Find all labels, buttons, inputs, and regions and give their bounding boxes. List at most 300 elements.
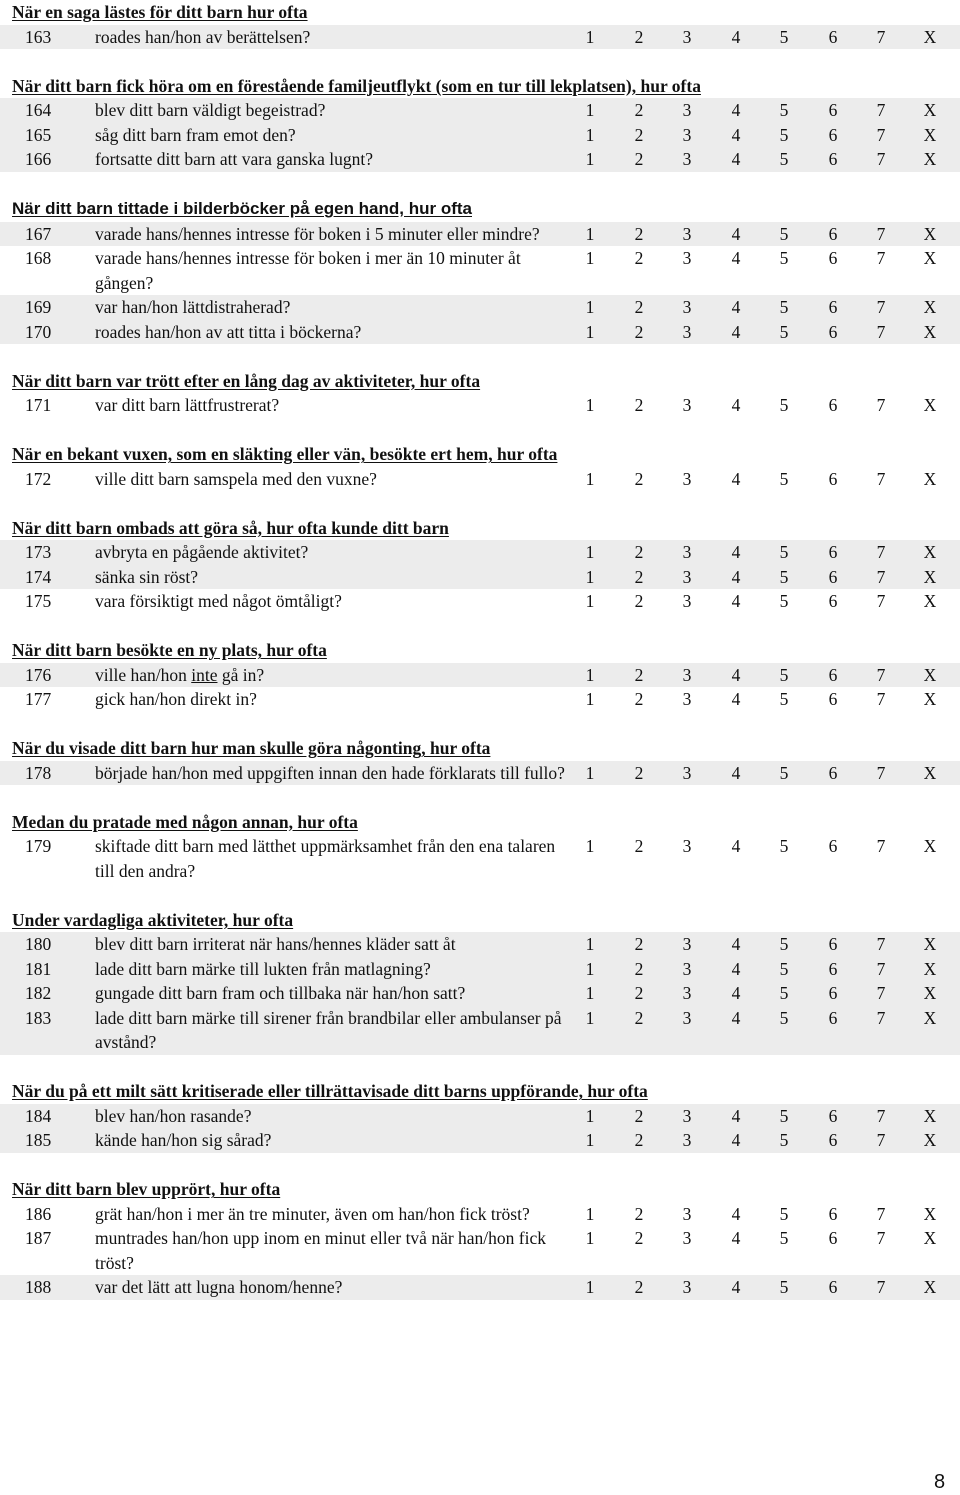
scale-option[interactable]: 7 bbox=[876, 542, 886, 562]
response-scale bbox=[580, 1202, 940, 1227]
scale-option[interactable]: 4 bbox=[731, 1130, 741, 1150]
scale-option[interactable]: X bbox=[923, 836, 937, 856]
response-scale bbox=[580, 467, 940, 492]
scale-option[interactable]: 7 bbox=[876, 124, 886, 145]
scale-option[interactable]: 5 bbox=[779, 248, 789, 268]
scale-option[interactable]: 1 bbox=[585, 1228, 595, 1248]
scale-option[interactable]: 4 bbox=[731, 248, 741, 268]
scale-option[interactable]: 2 bbox=[634, 297, 644, 317]
scale-option[interactable]: 4 bbox=[731, 664, 741, 685]
scale-option[interactable]: 4 bbox=[731, 124, 741, 145]
scale-option[interactable]: 7 bbox=[876, 591, 886, 611]
scale-option[interactable]: 6 bbox=[828, 223, 838, 244]
scale-option[interactable]: 7 bbox=[876, 1007, 886, 1028]
scale-option[interactable]: X bbox=[923, 958, 937, 979]
response-scale bbox=[580, 147, 940, 172]
section-heading bbox=[0, 74, 960, 99]
scale-option[interactable]: 1 bbox=[585, 468, 595, 489]
scale-option[interactable]: 6 bbox=[828, 321, 838, 342]
question-text: grät han/hon i mer än tre minuter, även om han/hon fick tröst? bbox=[95, 1203, 530, 1224]
scale-option[interactable]: 6 bbox=[828, 149, 838, 169]
scale-option[interactable]: 3 bbox=[682, 1228, 692, 1248]
scale-option[interactable]: 3 bbox=[682, 1277, 692, 1297]
scale-option[interactable]: 5 bbox=[779, 1130, 789, 1150]
scale-option[interactable]: 5 bbox=[779, 26, 789, 47]
section-heading-text: När en bekant vuxen, som en släkting eller vän, besökte ert hem, hur ofta bbox=[12, 444, 558, 464]
scale-option[interactable]: 3 bbox=[682, 1105, 692, 1126]
scale-option[interactable]: 4 bbox=[731, 566, 741, 587]
question-number: 173 bbox=[25, 542, 52, 562]
question-number: 169 bbox=[25, 297, 52, 317]
scale-option[interactable]: 1 bbox=[585, 26, 595, 47]
scale-option[interactable]: 7 bbox=[876, 26, 886, 47]
scale-option[interactable]: 7 bbox=[876, 664, 886, 685]
question-number: 182 bbox=[25, 983, 52, 1003]
scale-option[interactable]: 7 bbox=[876, 1277, 886, 1297]
scale-option[interactable]: 7 bbox=[876, 321, 886, 342]
question-text: roades han/hon av berättelsen? bbox=[95, 26, 311, 47]
section-spacer bbox=[0, 491, 960, 516]
scale-option[interactable]: 1 bbox=[585, 664, 595, 685]
scale-option[interactable]: 1 bbox=[585, 1007, 595, 1028]
scale-option[interactable]: 3 bbox=[682, 836, 692, 856]
scale-option[interactable]: 7 bbox=[876, 395, 886, 415]
scale-option[interactable]: 5 bbox=[779, 542, 789, 562]
response-scale bbox=[580, 320, 940, 345]
section-spacer bbox=[0, 712, 960, 737]
scale-option[interactable]: 4 bbox=[731, 1007, 741, 1028]
scale-option[interactable]: 7 bbox=[876, 100, 886, 120]
scale-option[interactable]: 1 bbox=[585, 958, 595, 979]
scale-option[interactable]: 1 bbox=[585, 762, 595, 783]
scale-option[interactable]: 3 bbox=[682, 100, 692, 120]
scale-option[interactable]: 6 bbox=[828, 689, 838, 709]
scale-option[interactable]: 4 bbox=[731, 26, 741, 47]
scale-option[interactable]: X bbox=[923, 468, 937, 489]
scale-option[interactable]: 4 bbox=[731, 321, 741, 342]
response-scale bbox=[580, 540, 940, 565]
scale-option[interactable]: 1 bbox=[585, 100, 595, 120]
scale-option[interactable]: 7 bbox=[876, 762, 886, 783]
scale-option[interactable]: 7 bbox=[876, 297, 886, 317]
scale-option[interactable]: 5 bbox=[779, 395, 789, 415]
response-scale bbox=[580, 761, 940, 786]
scale-option[interactable]: 5 bbox=[779, 321, 789, 342]
question-section bbox=[0, 0, 960, 74]
scale-option[interactable]: 2 bbox=[634, 321, 644, 342]
question-section bbox=[0, 74, 960, 197]
scale-option[interactable]: 6 bbox=[828, 124, 838, 145]
scale-option[interactable]: 2 bbox=[634, 26, 644, 47]
scale-option[interactable]: 6 bbox=[828, 468, 838, 489]
scale-option[interactable]: X bbox=[923, 542, 937, 562]
section-spacer bbox=[0, 49, 960, 74]
section-heading-text: När ditt barn ombads att göra så, hur ofta kunde ditt barn bbox=[12, 517, 449, 538]
scale-option[interactable]: 3 bbox=[682, 1130, 692, 1150]
response-scale bbox=[580, 1275, 940, 1300]
scale-option[interactable]: X bbox=[923, 983, 937, 1003]
question-number: 164 bbox=[25, 100, 52, 120]
scale-option[interactable]: 1 bbox=[585, 149, 595, 169]
scale-option[interactable]: 2 bbox=[634, 591, 644, 611]
question-section bbox=[0, 638, 960, 736]
scale-option[interactable]: 5 bbox=[779, 664, 789, 685]
scale-option[interactable]: 2 bbox=[634, 1007, 644, 1028]
scale-option[interactable]: 2 bbox=[634, 689, 644, 709]
question-number: 168 bbox=[25, 248, 52, 268]
question-section bbox=[0, 516, 960, 639]
scale-option[interactable]: 6 bbox=[828, 1007, 838, 1028]
scale-option[interactable]: 3 bbox=[682, 542, 692, 562]
question-row bbox=[0, 147, 960, 172]
scale-option[interactable]: 6 bbox=[828, 664, 838, 685]
question-row bbox=[0, 123, 960, 148]
scale-option[interactable]: 1 bbox=[585, 1130, 595, 1150]
scale-option[interactable]: 3 bbox=[682, 223, 692, 244]
scale-option[interactable]: 2 bbox=[634, 124, 644, 145]
scale-option[interactable]: 4 bbox=[731, 1203, 741, 1224]
scale-option[interactable]: 7 bbox=[876, 983, 886, 1003]
scale-option[interactable]: 6 bbox=[828, 566, 838, 587]
scale-option[interactable]: 4 bbox=[731, 468, 741, 489]
scale-option[interactable]: 3 bbox=[682, 149, 692, 169]
section-heading-text: När ditt barn fick höra om en förestående familjeutflykt (som en tur till lekplatsen), hur ofta bbox=[12, 75, 701, 96]
question-number: 186 bbox=[25, 1203, 52, 1224]
scale-option[interactable]: 2 bbox=[634, 1228, 644, 1248]
scale-option[interactable]: 3 bbox=[682, 468, 692, 489]
scale-option[interactable]: 6 bbox=[828, 958, 838, 979]
question-section bbox=[0, 810, 960, 908]
scale-option[interactable]: X bbox=[923, 321, 937, 342]
section-heading-text: När ditt barn var trött efter en lång dag av aktiviteter, hur ofta bbox=[12, 370, 481, 391]
scale-option[interactable]: 4 bbox=[731, 542, 741, 562]
question-text: muntrades han/hon upp inom en minut eller två när han/hon fick tröst? bbox=[95, 1228, 547, 1273]
scale-option[interactable]: 3 bbox=[682, 958, 692, 979]
question-number: 165 bbox=[25, 124, 52, 145]
scale-option[interactable]: 3 bbox=[682, 664, 692, 685]
section-heading-text: När en saga lästes för ditt barn hur ofta bbox=[12, 2, 308, 22]
question-row bbox=[0, 1275, 960, 1300]
scale-option[interactable]: 4 bbox=[731, 836, 741, 856]
scale-option[interactable]: 7 bbox=[876, 566, 886, 587]
scale-option[interactable]: 5 bbox=[779, 1277, 789, 1297]
scale-option[interactable]: 3 bbox=[682, 26, 692, 47]
scale-option[interactable]: 7 bbox=[876, 1105, 886, 1126]
scale-option[interactable]: X bbox=[923, 1007, 937, 1028]
scale-option[interactable]: 6 bbox=[828, 983, 838, 1003]
response-scale bbox=[580, 663, 940, 688]
scale-option[interactable]: 2 bbox=[634, 934, 644, 954]
question-number: 174 bbox=[25, 566, 52, 587]
scale-option[interactable]: X bbox=[923, 124, 937, 145]
section-spacer bbox=[0, 1153, 960, 1178]
question-row bbox=[0, 1006, 960, 1055]
scale-option[interactable]: 5 bbox=[779, 297, 789, 317]
scale-option[interactable]: 5 bbox=[779, 983, 789, 1003]
scale-option[interactable]: 5 bbox=[779, 1105, 789, 1126]
scale-option[interactable]: 6 bbox=[828, 542, 838, 562]
scale-option[interactable]: 7 bbox=[876, 248, 886, 268]
scale-option[interactable]: 4 bbox=[731, 149, 741, 169]
scale-option[interactable]: 6 bbox=[828, 395, 838, 415]
question-number: 170 bbox=[25, 321, 52, 342]
scale-option[interactable]: 5 bbox=[779, 566, 789, 587]
question-row bbox=[0, 565, 960, 590]
scale-option[interactable]: 6 bbox=[828, 1228, 838, 1248]
scale-option[interactable]: 3 bbox=[682, 1007, 692, 1028]
scale-option[interactable]: 5 bbox=[779, 1007, 789, 1028]
scale-option[interactable]: 1 bbox=[585, 223, 595, 244]
scale-option[interactable]: 3 bbox=[682, 934, 692, 954]
question-number: 171 bbox=[25, 395, 52, 415]
section-heading bbox=[0, 1177, 960, 1202]
scale-option[interactable]: 7 bbox=[876, 149, 886, 169]
scale-option[interactable]: 6 bbox=[828, 934, 838, 954]
scale-option[interactable]: 2 bbox=[634, 1277, 644, 1297]
response-scale bbox=[580, 246, 940, 271]
scale-option[interactable]: 6 bbox=[828, 100, 838, 120]
scale-option[interactable]: 1 bbox=[585, 934, 595, 954]
scale-option[interactable]: 2 bbox=[634, 566, 644, 587]
scale-option[interactable]: 3 bbox=[682, 297, 692, 317]
question-number: 180 bbox=[25, 934, 52, 954]
scale-option[interactable]: 7 bbox=[876, 934, 886, 954]
question-text: blev ditt barn väldigt begeistrad? bbox=[95, 100, 326, 120]
scale-option[interactable]: 2 bbox=[634, 395, 644, 415]
section-heading bbox=[0, 516, 960, 541]
response-scale bbox=[580, 295, 940, 320]
scale-option[interactable]: 7 bbox=[876, 836, 886, 856]
question-section bbox=[0, 196, 960, 369]
scale-option[interactable]: 2 bbox=[634, 149, 644, 169]
scale-option[interactable]: 6 bbox=[828, 1105, 838, 1126]
scale-option[interactable]: X bbox=[923, 566, 937, 587]
scale-option[interactable]: 4 bbox=[731, 223, 741, 244]
question-row bbox=[0, 1202, 960, 1227]
scale-option[interactable]: 1 bbox=[585, 689, 595, 709]
question-text: roades han/hon av att titta i böckerna? bbox=[95, 321, 362, 342]
scale-option[interactable]: 3 bbox=[682, 566, 692, 587]
scale-option[interactable]: X bbox=[923, 1228, 937, 1248]
question-row bbox=[0, 295, 960, 320]
scale-option[interactable]: 2 bbox=[634, 248, 644, 268]
scale-option[interactable]: 4 bbox=[731, 1228, 741, 1248]
scale-option[interactable]: 5 bbox=[779, 689, 789, 709]
scale-option[interactable]: 2 bbox=[634, 664, 644, 685]
scale-option[interactable]: 7 bbox=[876, 223, 886, 244]
scale-option[interactable]: 2 bbox=[634, 468, 644, 489]
section-heading-text: När du visade ditt barn hur man skulle göra någonting, hur ofta bbox=[12, 738, 491, 758]
scale-option[interactable]: 5 bbox=[779, 1203, 789, 1224]
scale-option[interactable]: X bbox=[923, 1203, 937, 1224]
question-text: såg ditt barn fram emot den? bbox=[95, 124, 296, 145]
question-number: 177 bbox=[25, 689, 52, 709]
question-section bbox=[0, 908, 960, 1080]
section-spacer bbox=[0, 883, 960, 908]
scale-option[interactable]: X bbox=[923, 1105, 937, 1126]
scale-option[interactable]: X bbox=[923, 1130, 937, 1150]
scale-option[interactable]: 3 bbox=[682, 762, 692, 783]
question-row bbox=[0, 393, 960, 418]
scale-option[interactable]: 4 bbox=[731, 1277, 741, 1297]
scale-option[interactable]: 4 bbox=[731, 934, 741, 954]
scale-option[interactable]: 2 bbox=[634, 1105, 644, 1126]
scale-option[interactable]: 1 bbox=[585, 321, 595, 342]
scale-option[interactable]: 2 bbox=[634, 223, 644, 244]
scale-option[interactable]: 1 bbox=[585, 542, 595, 562]
question-text: varade hans/hennes intresse för boken i 5 minuter eller mindre? bbox=[95, 223, 540, 244]
scale-option[interactable]: 2 bbox=[634, 983, 644, 1003]
scale-option[interactable]: 1 bbox=[585, 1105, 595, 1126]
section-heading bbox=[0, 908, 960, 933]
scale-option[interactable]: 1 bbox=[585, 395, 595, 415]
scale-option[interactable]: 3 bbox=[682, 983, 692, 1003]
scale-option[interactable]: 4 bbox=[731, 395, 741, 415]
scale-option[interactable]: 2 bbox=[634, 762, 644, 783]
scale-option[interactable]: 2 bbox=[634, 1130, 644, 1150]
scale-option[interactable]: 4 bbox=[731, 689, 741, 709]
scale-option[interactable]: 7 bbox=[876, 468, 886, 489]
scale-option[interactable]: 5 bbox=[779, 1228, 789, 1248]
question-text: kände han/hon sig sårad? bbox=[95, 1130, 272, 1150]
question-number: 163 bbox=[25, 26, 52, 47]
scale-option[interactable]: X bbox=[923, 762, 937, 783]
scale-option[interactable]: 3 bbox=[682, 124, 692, 145]
question-text: var det lätt att lugna honom/henne? bbox=[95, 1277, 343, 1297]
scale-option[interactable]: 6 bbox=[828, 836, 838, 856]
scale-option[interactable]: 1 bbox=[585, 1203, 595, 1224]
scale-option[interactable]: X bbox=[923, 934, 937, 954]
scale-option[interactable]: 6 bbox=[828, 297, 838, 317]
scale-option[interactable]: 2 bbox=[634, 836, 644, 856]
scale-option[interactable]: 5 bbox=[779, 958, 789, 979]
scale-option[interactable]: 3 bbox=[682, 1203, 692, 1224]
question-row bbox=[0, 467, 960, 492]
scale-option[interactable]: 3 bbox=[682, 321, 692, 342]
scale-option[interactable]: 1 bbox=[585, 1277, 595, 1297]
question-section bbox=[0, 1177, 960, 1300]
scale-option[interactable]: 2 bbox=[634, 1203, 644, 1224]
scale-option[interactable]: 5 bbox=[779, 100, 789, 120]
question-number: 172 bbox=[25, 468, 52, 489]
scale-option[interactable]: X bbox=[923, 26, 937, 47]
scale-option[interactable]: 4 bbox=[731, 762, 741, 783]
scale-option[interactable]: 5 bbox=[779, 934, 789, 954]
question-section bbox=[0, 1079, 960, 1177]
scale-option[interactable]: 6 bbox=[828, 1277, 838, 1297]
question-text: blev ditt barn irriterat när hans/hennes kläder satt åt bbox=[95, 934, 456, 954]
scale-option[interactable]: 5 bbox=[779, 149, 789, 169]
scale-option[interactable]: X bbox=[923, 297, 937, 317]
scale-option[interactable]: 5 bbox=[779, 591, 789, 611]
scale-option[interactable]: 6 bbox=[828, 1130, 838, 1150]
scale-option[interactable]: 1 bbox=[585, 591, 595, 611]
question-row bbox=[0, 834, 960, 883]
scale-option[interactable]: 1 bbox=[585, 983, 595, 1003]
scale-option[interactable]: X bbox=[923, 223, 937, 244]
response-scale bbox=[580, 123, 940, 148]
scale-option[interactable]: 6 bbox=[828, 248, 838, 268]
scale-option[interactable]: 7 bbox=[876, 689, 886, 709]
question-number: 175 bbox=[25, 591, 52, 611]
question-row bbox=[0, 932, 960, 957]
section-spacer bbox=[0, 785, 960, 810]
response-scale bbox=[580, 1006, 940, 1031]
question-row bbox=[0, 98, 960, 123]
question-row bbox=[0, 1226, 960, 1275]
question-text: gick han/hon direkt in? bbox=[95, 689, 257, 709]
section-heading-text: Medan du pratade med någon annan, hur ofta bbox=[12, 811, 358, 832]
question-text: ville ditt barn samspela med den vuxne? bbox=[95, 468, 377, 489]
scale-option[interactable]: X bbox=[923, 248, 937, 268]
scale-option[interactable]: 5 bbox=[779, 223, 789, 244]
question-row bbox=[0, 761, 960, 786]
question-text: var han/hon lättdistraherad? bbox=[95, 297, 291, 317]
response-scale bbox=[580, 687, 940, 712]
scale-option[interactable]: 6 bbox=[828, 762, 838, 783]
scale-option[interactable]: 5 bbox=[779, 762, 789, 783]
scale-option[interactable]: X bbox=[923, 395, 937, 415]
scale-option[interactable]: 4 bbox=[731, 100, 741, 120]
question-section bbox=[0, 369, 960, 443]
scale-option[interactable]: 5 bbox=[779, 836, 789, 856]
scale-option[interactable]: 4 bbox=[731, 1105, 741, 1126]
response-scale bbox=[580, 1104, 940, 1129]
scale-option[interactable]: 7 bbox=[876, 1228, 886, 1248]
scale-option[interactable]: 4 bbox=[731, 591, 741, 611]
scale-option[interactable]: 4 bbox=[731, 297, 741, 317]
scale-option[interactable]: X bbox=[923, 664, 937, 685]
scale-option[interactable]: 3 bbox=[682, 591, 692, 611]
scale-option[interactable]: X bbox=[923, 149, 937, 169]
section-heading bbox=[0, 1079, 960, 1104]
scale-option[interactable]: 1 bbox=[585, 566, 595, 587]
scale-option[interactable]: 6 bbox=[828, 26, 838, 47]
question-text: vara försiktigt med något ömtåligt? bbox=[95, 591, 342, 611]
scale-option[interactable]: X bbox=[923, 100, 937, 120]
section-heading bbox=[0, 0, 960, 25]
scale-option[interactable]: 6 bbox=[828, 591, 838, 611]
scale-option[interactable]: 1 bbox=[585, 124, 595, 145]
scale-option[interactable]: 2 bbox=[634, 958, 644, 979]
scale-option[interactable]: 3 bbox=[682, 395, 692, 415]
scale-option[interactable]: 1 bbox=[585, 297, 595, 317]
scale-option[interactable]: 7 bbox=[876, 958, 886, 979]
scale-option[interactable]: 3 bbox=[682, 248, 692, 268]
scale-option[interactable]: 1 bbox=[585, 836, 595, 856]
question-number: 179 bbox=[25, 836, 52, 856]
question-row bbox=[0, 540, 960, 565]
response-scale bbox=[580, 589, 940, 614]
scale-option[interactable]: 6 bbox=[828, 1203, 838, 1224]
scale-option[interactable]: 7 bbox=[876, 1130, 886, 1150]
scale-option[interactable]: 3 bbox=[682, 689, 692, 709]
scale-option[interactable]: X bbox=[923, 1277, 937, 1297]
response-scale bbox=[580, 98, 940, 123]
scale-option[interactable]: 2 bbox=[634, 100, 644, 120]
scale-option[interactable]: 5 bbox=[779, 468, 789, 489]
scale-option[interactable]: X bbox=[923, 591, 937, 611]
question-row bbox=[0, 663, 960, 688]
scale-option[interactable]: 1 bbox=[585, 248, 595, 268]
scale-option[interactable]: 2 bbox=[634, 542, 644, 562]
section-heading bbox=[0, 196, 960, 222]
scale-option[interactable]: 4 bbox=[731, 958, 741, 979]
scale-option[interactable]: X bbox=[923, 689, 937, 709]
scale-option[interactable]: 4 bbox=[731, 983, 741, 1003]
scale-option[interactable]: 5 bbox=[779, 124, 789, 145]
scale-option[interactable]: 7 bbox=[876, 1203, 886, 1224]
